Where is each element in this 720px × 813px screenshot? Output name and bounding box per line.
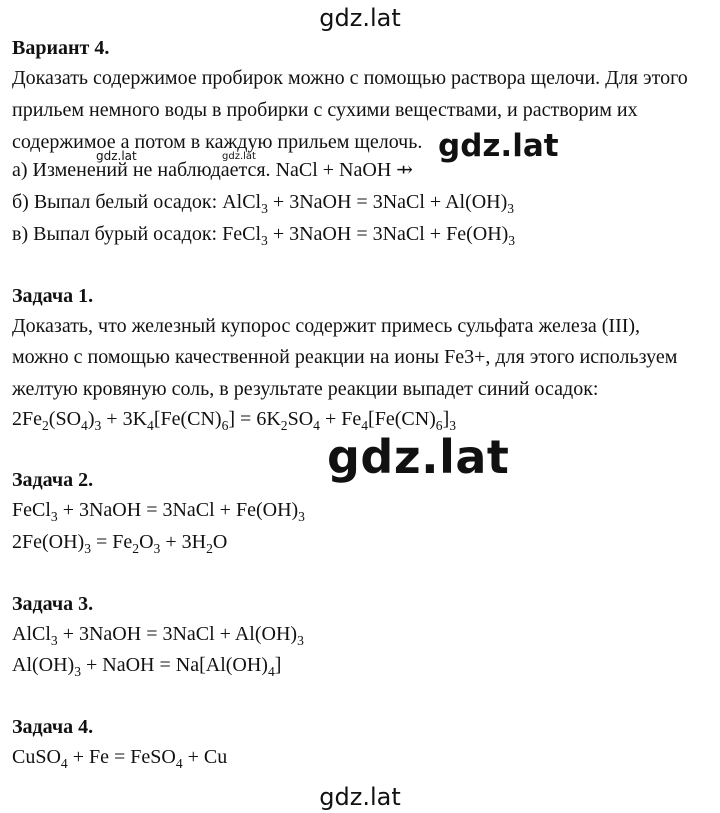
watermark-bottom: gdz.lat [319,783,401,811]
variant-item-b-text: б) Выпал белый осадок: [12,191,223,213]
task1-equation: $2Fe_2(SO_4)_3 + 3K_4[Fe(CN)_6] = 6K_2SO_4 + Fe_4[Fe(CN)_6]_3$ [12,408,457,433]
variant-line-1: Доказать содержимое пробирок можно с помощью раствора щелочи. Для этого [12,67,688,89]
task2-title: Задача 2. [12,469,94,491]
variant-item-b-equation: AlCl$_3$ + 3NaOH = 3NaCl + $Al(OH)_3$ [222,191,515,216]
variant-item-c-text: в) Выпал бурый осадок: [12,223,223,245]
variant-title: Вариант 4. [12,37,110,59]
variant-item-a-text: а) Изменений не наблюдается. [12,159,276,181]
task1-line-3: желтую кровяную соль, в результате реакции выпадет синий осадок: [12,378,599,400]
variant-line-3: содержимое а потом в каждую прильем щелочь. [12,131,423,153]
variant-line-2: прильем немного воды в пробирки с сухими веществами, и растворим их [12,99,638,121]
task3-title: Задача 3. [12,593,94,615]
variant-item-c [12,222,515,246]
variant-item-b [12,190,514,214]
task4-equation: CuSO$_4$ + Fe = FeSO$_4$ + Cu [12,746,228,771]
task3-equation-2: $Al(OH)_3$ + NaOH = $Na[Al(OH)_4]$ [12,654,282,679]
watermark-mid: gdz.lat [438,128,559,164]
task3-equation-1: AlCl$_3$ + 3NaOH = 3NaCl + $Al(OH)_3$ [12,623,304,648]
watermark-small-1: gdz.lat [96,149,137,163]
variant-item-a-equation: NaCl + NaOH ⇸ [275,159,414,181]
task2-equation-1: FeCl$_3$ + 3NaOH = 3NaCl + $Fe(OH)_3$ [12,499,305,524]
watermark-big: gdz.lat [327,430,510,484]
task1-line-2: можно с помощью качественной реакции на ионы Fe3+, для этого используем [12,346,678,368]
task2-equation-2: $2Fe(OH)_3 = Fe_2O_3 + 3H_2O$ [12,531,228,556]
variant-item-a [12,158,413,182]
variant-item-c-equation: FeCl$_3$ + 3NaOH = 3NaCl + $Fe(OH)_3$ [222,223,516,248]
task1-title: Задача 1. [12,285,94,307]
task4-title: Задача 4. [12,716,94,738]
task1-line-1: Доказать, что железный купорос содержит примесь сульфата железа (III), [12,315,641,337]
watermark-small-2: gdz.lat [222,151,256,162]
watermark-top: gdz.lat [319,4,401,32]
